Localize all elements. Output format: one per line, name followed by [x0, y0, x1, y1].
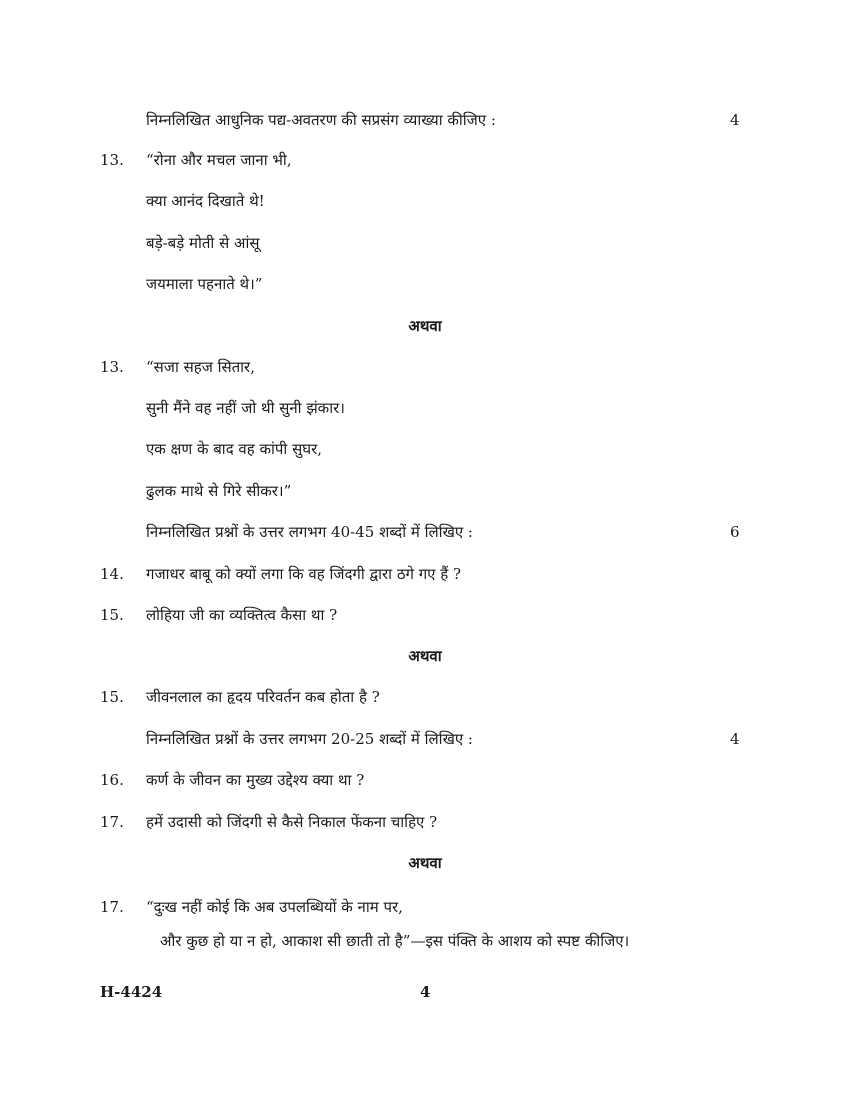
instruction-line [0, 517, 850, 547]
marks: 4 [730, 111, 740, 129]
question-number: 14. [100, 565, 124, 583]
instruction-text: निम्नलिखित प्रश्नों के उत्तर लगभग 40-45 शब्दों में लिखिए : [146, 523, 473, 541]
verse-row [0, 228, 850, 258]
or-divider [0, 311, 850, 341]
instruction-text: निम्नलिखित प्रश्नों के उत्तर लगभग 20-25 शब्दों में लिखिए : [146, 730, 473, 748]
question-text: जीवनलाल का हृदय परिवर्तन कब होता है ? [146, 688, 380, 706]
question-line [0, 600, 850, 630]
question-number: 16. [100, 771, 124, 789]
question-number: 15. [100, 688, 124, 706]
question-number: 17. [100, 898, 124, 916]
verse-row [0, 269, 850, 299]
verse-line: सुनी मैंने वह नहीं जो थी सुनी झंकार। [146, 399, 345, 417]
question-text: कर्ण के जीवन का मुख्य उद्देश्य क्या था ? [146, 771, 365, 789]
question-text: और कुछ हो या न हो, आकाश सी छाती तो है”—इस पंक्ति के आशय को स्पष्ट कीजिए। [160, 932, 630, 950]
page-number: 4 [420, 983, 431, 1001]
or-divider [0, 848, 850, 878]
verse-line: क्या आनंद दिखाते थे! [146, 192, 265, 210]
verse-line: “सजा सहज सितार, [146, 358, 255, 376]
question-line [0, 352, 850, 382]
verse-line: ढुलक माथे से गिरे सीकर।” [146, 482, 292, 500]
verse-line: बड़े-बड़े मोती से आंसू [146, 234, 260, 252]
verse-line: “रोना और मचल जाना भी, [146, 151, 292, 169]
instruction-text: निम्नलिखित आधुनिक पद्य-अवतरण की सप्रसंग व्याख्या कीजिए : [146, 111, 496, 129]
verse-line: जयमाला पहनाते थे।” [146, 275, 263, 293]
question-line [0, 682, 850, 712]
marks: 6 [730, 523, 740, 541]
or-label: अथवा [408, 647, 442, 665]
question-number: 13. [100, 358, 124, 376]
instruction-line [0, 105, 850, 135]
verse-row [0, 186, 850, 216]
verse-line: एक क्षण के बाद वह कांपी सुघर, [146, 440, 322, 458]
question-line [0, 559, 850, 589]
or-label: अथवा [408, 317, 442, 335]
question-line [0, 892, 850, 922]
question-line [0, 145, 850, 175]
question-text: लोहिया जी का व्यक्तित्व कैसा था ? [146, 606, 338, 624]
question-text: गजाधर बाबू को क्यों लगा कि वह जिंदगी द्वारा ठगे गए हैं ? [146, 565, 462, 583]
question-line [0, 807, 850, 837]
question-number: 13. [100, 151, 124, 169]
question-text: हमें उदासी को जिंदगी से कैसे निकाल फेंकना चाहिए ? [146, 813, 438, 831]
question-number: 15. [100, 606, 124, 624]
question-text: “दुःख नहीं कोई कि अब उपलब्धियों के नाम पर, [146, 898, 403, 916]
or-divider [0, 641, 850, 671]
question-line [0, 765, 850, 795]
page-footer [0, 977, 850, 1007]
verse-row [0, 476, 850, 506]
question-continuation [0, 926, 850, 956]
verse-row [0, 393, 850, 423]
question-number: 17. [100, 813, 124, 831]
instruction-line [0, 724, 850, 754]
verse-row [0, 434, 850, 464]
marks: 4 [730, 730, 740, 748]
or-label: अथवा [408, 854, 442, 872]
paper-code: H-4424 [100, 983, 163, 1001]
